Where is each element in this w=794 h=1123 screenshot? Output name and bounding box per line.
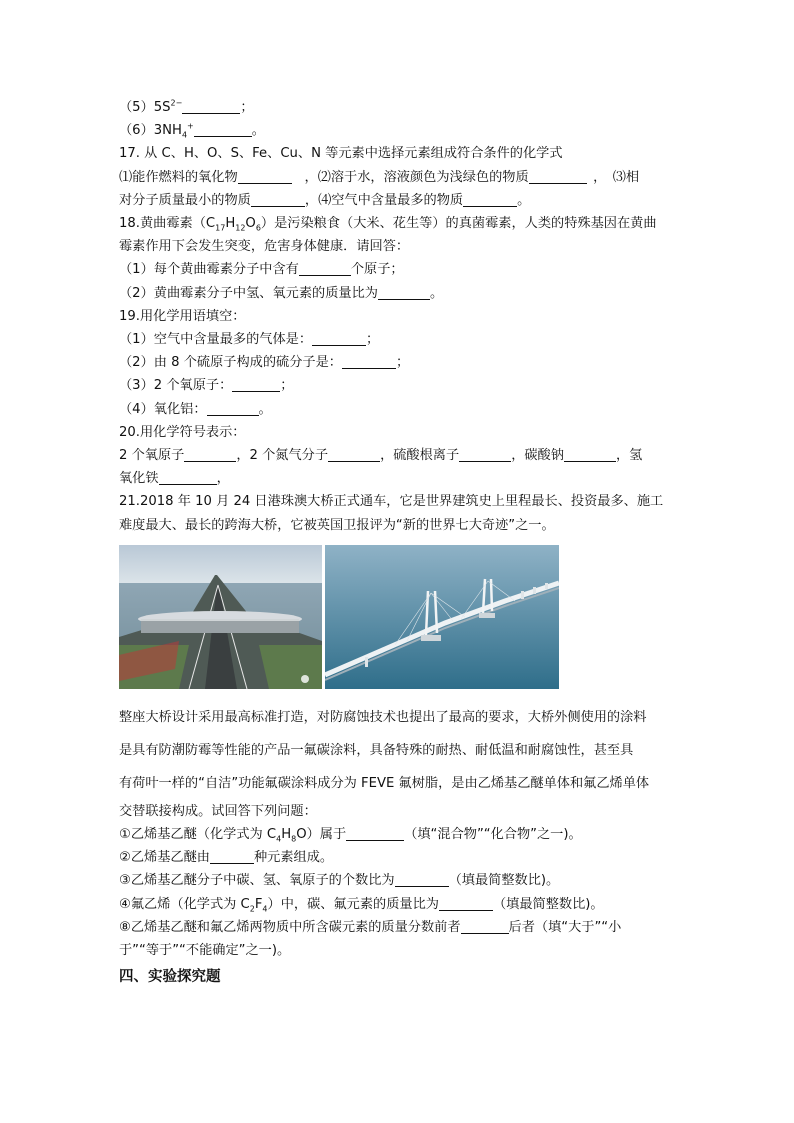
q21-sub5 [119,916,685,939]
q18-item1 [119,258,685,281]
q18-item2 [119,282,685,305]
subscript: 8 [291,834,297,844]
q19-stem: 19.用化学用语填空： [119,308,246,324]
text: （2）由 8 个硫原子构成的硫分子是： [119,355,342,371]
q21-para-line3: 有荷叶一样的“自洁”功能氟碳涂料成分为 FEVE 氟树脂，是由乙烯基乙醚单体和氟乙烯单体 [119,775,650,791]
text: ； [395,355,410,371]
answer-blank[interactable] [459,447,511,462]
q16-item5 [119,96,685,119]
text: 。 [251,123,265,139]
text: 2 个氧原子 [119,448,185,464]
subscript: 2 [249,904,255,914]
q17-line3 [119,189,685,212]
text: 。 [517,192,531,208]
q21-para-line1: 整座大桥设计采用最高标准打造，对防腐蚀技术也提出了最高的要求，大桥外侧使用的涂料 [119,709,647,725]
q18-stem [119,212,685,235]
text: ， [304,169,318,185]
text: ，硫酸根离子 [380,448,460,464]
answer-blank[interactable] [439,896,493,911]
text: （2）黄曲霉素分子中氢、氧元素的质量比为 [119,285,378,301]
text: （1）空气中含量最多的气体是： [119,332,313,348]
text: 个原子； [350,262,404,278]
subscript: 6 [255,223,261,233]
answer-blank[interactable] [238,169,292,184]
superscript: 2− [170,98,183,108]
text: ）是污染粮食（大米、花生等）的真菌霉素，人类的特殊基因在黄曲 [260,216,657,232]
subscript: 12 [235,223,246,233]
answer-blank[interactable] [232,377,280,392]
text: （填“混合物”“化合物”之一)。 [404,827,582,843]
text: ，碳酸钠 [511,448,564,464]
answer-blank[interactable] [159,470,217,485]
section-heading: 四、实验探究题 [119,969,221,986]
text: ， [304,192,319,208]
text: ⑧乙烯基乙醚和氟乙烯两物质中所含碳元素的质量分数前者 [119,919,461,935]
text: ⑶相 [612,169,640,185]
answer-blank[interactable] [395,872,449,887]
q21-sub4 [119,893,685,916]
q21-stem-cont: 难度最大、最长的跨海大桥，它被英国卫报评为“新的世界七大奇迹”之一。 [119,517,555,533]
answer-blank[interactable] [342,354,396,369]
text: 18.黄曲霉素（C [119,216,216,232]
text: ②乙烯基乙醚由 [119,850,210,866]
q20-line1 [119,444,685,467]
q20-line2 [119,467,685,490]
q21-sub5-cont: 于”“等于”“不能确定”之一)。 [119,943,291,959]
text: ，2 个氮气分子 [236,448,329,464]
text: 。 [429,285,444,301]
answer-blank[interactable] [251,192,305,207]
answer-blank[interactable] [182,99,240,114]
text: ①乙烯基乙醚（化学式为 C [119,827,277,843]
q16-item6 [119,119,685,142]
q21-sub2 [119,846,685,869]
cable-bridge-photo [325,545,559,689]
q21-para-line4: 交替联接构成。试回答下列问题： [119,803,317,819]
text: （填最简整数比)。 [492,896,604,912]
q19-item2 [119,351,685,374]
text: 种元素组成。 [253,850,334,866]
answer-blank[interactable] [564,447,616,462]
text: ）中，碳、氟元素的质量比为 [267,896,439,912]
text: ， [593,169,607,185]
text: （5）5S [119,100,171,115]
answer-blank[interactable] [463,192,517,207]
subscript: 17 [215,223,226,233]
text: （填最简整数比)。 [448,873,560,889]
text: （1）每个黄曲霉素分子中含有 [119,262,299,278]
worksheet-page [119,96,685,989]
text: ⑴能作燃料的氧化物 [119,169,238,185]
text: ⑷空气中含量最多的物质 [318,192,464,208]
q17-stem: 17. 从 C、H、O、S、Fe、Cu、N 等元素中选择元素组成符合条件的化学式 [119,146,563,162]
text: ③乙烯基乙醚分子中碳、氢、氧原子的个数比为 [119,873,395,889]
text: ； [280,378,294,394]
answer-blank[interactable] [210,849,254,864]
text: ⑵溶于水，溶液颜色为浅绿色的物质 [317,169,529,185]
text: 对分子质量最小的物质 [119,192,251,208]
toll-plaza-photo [119,545,322,689]
q19-item1 [119,328,685,351]
text: ④氟乙烯（化学式为 C [119,896,250,912]
answer-blank[interactable] [312,331,366,346]
toll-plaza-image [119,545,322,689]
text: 氧化铁 [119,471,159,487]
text: ； [366,332,380,348]
subscript: 4 [276,834,282,844]
answer-blank[interactable] [184,447,236,462]
text: ，氢 [615,448,643,464]
q21-stem: 21.2018 年 10 月 24 日港珠澳大桥正式通车，它是世界建筑史上里程最长、投资最多、施工 [119,494,664,510]
text: O）属于 [296,827,347,843]
bridge-photos [119,545,685,693]
q17-line2 [119,166,685,189]
subscript: 4 [181,130,188,140]
cable-bridge-image [325,545,559,689]
text: ， [216,471,230,487]
text: （6）3NH [119,123,182,139]
text: ； [240,100,254,115]
subscript: 4 [262,904,268,914]
text: （4）氧化铝： [119,401,207,417]
text: F [254,896,263,912]
q19-item4 [119,398,685,421]
superscript: + [187,121,194,131]
answer-blank[interactable] [461,919,509,934]
answer-blank[interactable] [194,122,252,137]
text: O [245,216,256,232]
text: （3）2 个氧原子： [119,378,233,394]
q18-stem-cont: 霉素作用下会发生突变，危害身体健康．请回答： [119,239,410,255]
text: 后者（填“大于”“小 [508,919,622,935]
answer-blank[interactable] [207,401,259,416]
text: 。 [258,401,272,417]
q21-sub1 [119,823,685,846]
text: H [281,827,292,843]
answer-blank[interactable] [378,285,430,300]
answer-blank[interactable] [328,447,380,462]
answer-blank[interactable] [346,826,404,841]
text: H [225,216,236,232]
q21-para-line2: 是具有防潮防霉等性能的产品一氟碳涂料，具备特殊的耐热、耐低温和耐腐蚀性，甚至具 [119,742,634,758]
q19-item3 [119,374,685,397]
q20-stem: 20.用化学符号表示： [119,424,246,440]
answer-blank[interactable] [529,169,587,184]
q21-sub3 [119,869,685,892]
answer-blank[interactable] [299,261,351,276]
